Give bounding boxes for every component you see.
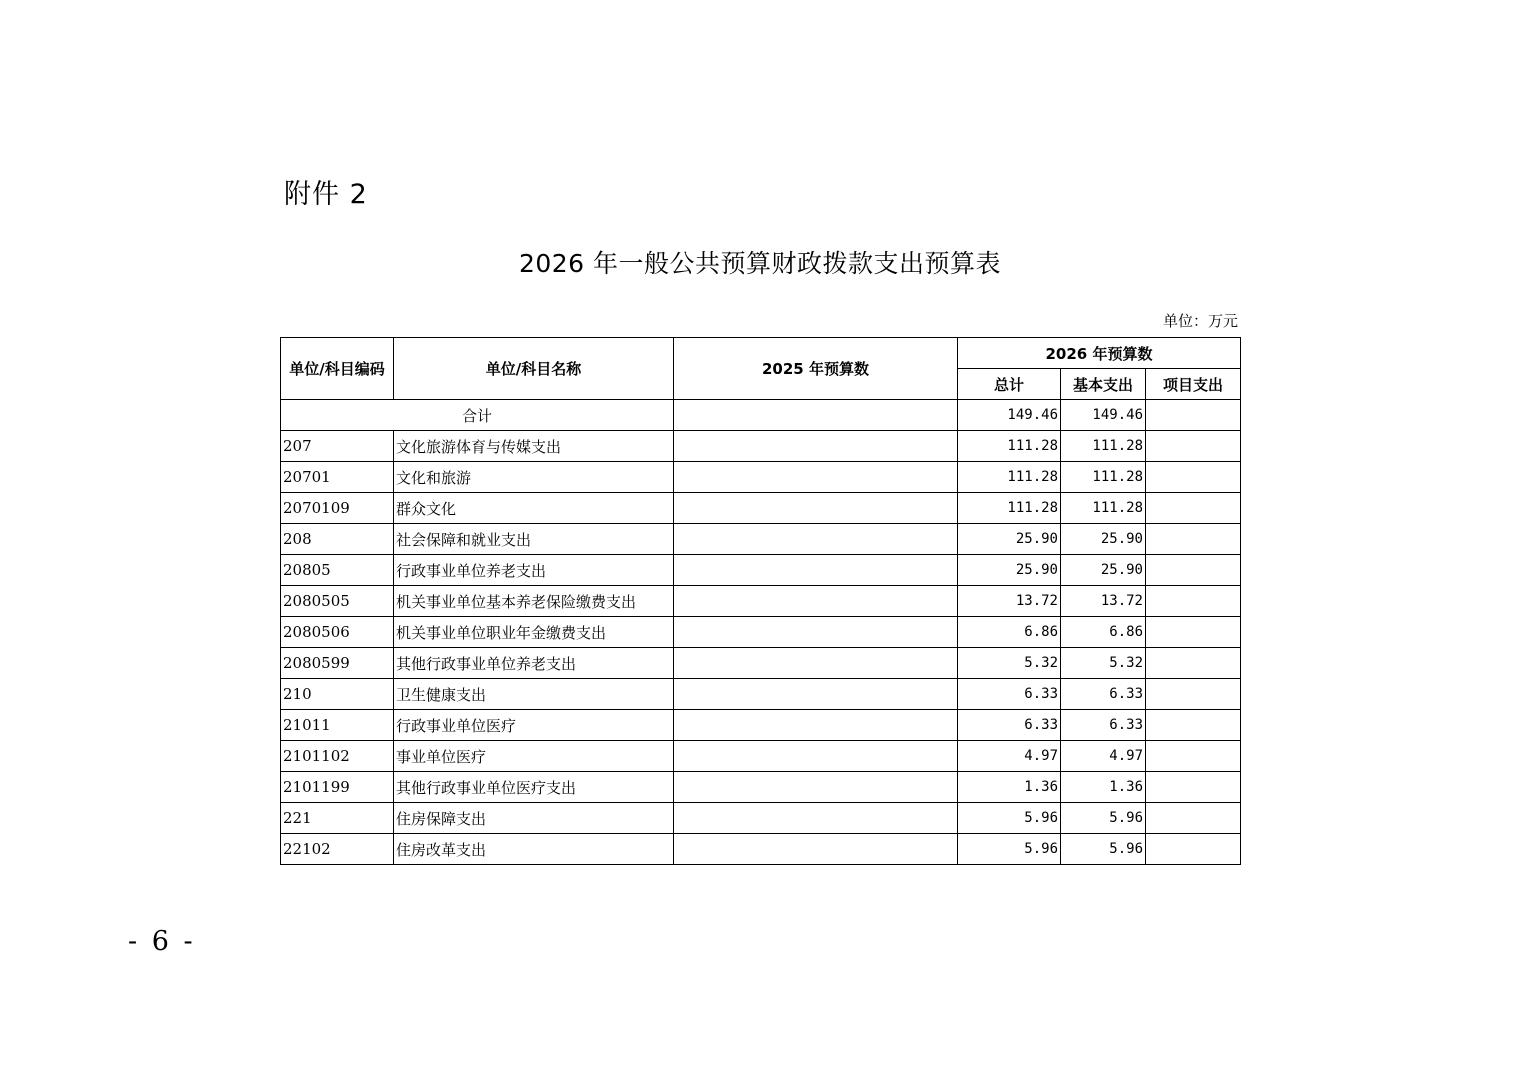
cell-prev-budget — [674, 679, 958, 710]
cell-total: 5.96 — [958, 803, 1061, 834]
cell-project — [1146, 741, 1241, 772]
cell-basic: 25.90 — [1061, 555, 1146, 586]
cell-basic: 5.96 — [1061, 834, 1146, 865]
table-row — [281, 710, 1241, 741]
cell-code: 2101199 — [281, 772, 394, 803]
cell-code: 2080599 — [281, 648, 394, 679]
cell-name: 其他行政事业单位养老支出 — [394, 648, 674, 679]
cell-name: 住房保障支出 — [394, 803, 674, 834]
cell-project — [1146, 493, 1241, 524]
cell-basic: 4.97 — [1061, 741, 1146, 772]
cell-total: 6.86 — [958, 617, 1061, 648]
cell-total: 4.97 — [958, 741, 1061, 772]
cell-prev-budget — [674, 462, 958, 493]
total-total: 149.46 — [958, 400, 1061, 431]
header-name: 单位/科目名称 — [394, 338, 674, 400]
cell-total: 5.96 — [958, 834, 1061, 865]
table-row — [281, 431, 1241, 462]
cell-code: 2070109 — [281, 493, 394, 524]
cell-basic: 111.28 — [1061, 493, 1146, 524]
unit-label: 单位：万元 — [1162, 312, 1238, 330]
cell-code: 208 — [281, 524, 394, 555]
table-body — [281, 400, 1241, 865]
cell-prev-budget — [674, 803, 958, 834]
cell-total: 25.90 — [958, 524, 1061, 555]
header-basic: 基本支出 — [1061, 369, 1146, 400]
cell-basic: 25.90 — [1061, 524, 1146, 555]
cell-code: 210 — [281, 679, 394, 710]
cell-project — [1146, 834, 1241, 865]
cell-code: 207 — [281, 431, 394, 462]
total-project — [1146, 400, 1241, 431]
cell-prev-budget — [674, 586, 958, 617]
cell-basic: 5.32 — [1061, 648, 1146, 679]
attachment-label: 附件 2 — [284, 179, 368, 210]
total-basic: 149.46 — [1061, 400, 1146, 431]
cell-prev-budget — [674, 555, 958, 586]
cell-name: 卫生健康支出 — [394, 679, 674, 710]
table-row — [281, 617, 1241, 648]
cell-prev-budget — [674, 648, 958, 679]
cell-code: 2080506 — [281, 617, 394, 648]
table-row — [281, 462, 1241, 493]
header-prev-budget: 2025 年预算数 — [674, 338, 958, 400]
header-row-1 — [281, 338, 1241, 369]
cell-project — [1146, 648, 1241, 679]
cell-code: 21011 — [281, 710, 394, 741]
table-header — [281, 338, 1241, 400]
cell-project — [1146, 710, 1241, 741]
cell-code: 20701 — [281, 462, 394, 493]
page-number: - 6 - — [128, 926, 196, 957]
cell-total: 6.33 — [958, 679, 1061, 710]
cell-name: 事业单位医疗 — [394, 741, 674, 772]
cell-basic: 13.72 — [1061, 586, 1146, 617]
table-row — [281, 741, 1241, 772]
cell-project — [1146, 679, 1241, 710]
table-row — [281, 555, 1241, 586]
cell-basic: 111.28 — [1061, 431, 1146, 462]
cell-total: 13.72 — [958, 586, 1061, 617]
cell-project — [1146, 586, 1241, 617]
cell-total: 111.28 — [958, 431, 1061, 462]
cell-prev-budget — [674, 741, 958, 772]
table-row — [281, 493, 1241, 524]
cell-basic: 6.33 — [1061, 679, 1146, 710]
header-code: 单位/科目编码 — [281, 338, 394, 400]
cell-total: 6.33 — [958, 710, 1061, 741]
document-title: 2026 年一般公共预算财政拨款支出预算表 — [518, 249, 1002, 278]
cell-basic: 6.86 — [1061, 617, 1146, 648]
cell-name: 文化和旅游 — [394, 462, 674, 493]
cell-project — [1146, 617, 1241, 648]
cell-prev-budget — [674, 493, 958, 524]
cell-name: 行政事业单位养老支出 — [394, 555, 674, 586]
cell-name: 机关事业单位基本养老保险缴费支出 — [394, 586, 674, 617]
cell-project — [1146, 462, 1241, 493]
cell-project — [1146, 431, 1241, 462]
cell-prev-budget — [674, 710, 958, 741]
table-row — [281, 648, 1241, 679]
cell-prev-budget — [674, 617, 958, 648]
total-row — [281, 400, 1241, 431]
cell-prev-budget — [674, 772, 958, 803]
cell-total: 5.32 — [958, 648, 1061, 679]
total-label: 合计 — [281, 400, 674, 431]
header-project: 项目支出 — [1146, 369, 1241, 400]
cell-name: 群众文化 — [394, 493, 674, 524]
cell-basic: 6.33 — [1061, 710, 1146, 741]
cell-prev-budget — [674, 834, 958, 865]
cell-prev-budget — [674, 431, 958, 462]
cell-name: 行政事业单位医疗 — [394, 710, 674, 741]
table-row — [281, 586, 1241, 617]
table-row — [281, 524, 1241, 555]
header-current-group: 2026 年预算数 — [958, 338, 1241, 369]
cell-basic: 111.28 — [1061, 462, 1146, 493]
cell-code: 22102 — [281, 834, 394, 865]
cell-total: 111.28 — [958, 462, 1061, 493]
cell-basic: 1.36 — [1061, 772, 1146, 803]
cell-code: 2101102 — [281, 741, 394, 772]
budget-table — [280, 337, 1241, 865]
cell-code: 221 — [281, 803, 394, 834]
cell-name: 文化旅游体育与传媒支出 — [394, 431, 674, 462]
cell-code: 20805 — [281, 555, 394, 586]
table-row — [281, 679, 1241, 710]
cell-name: 机关事业单位职业年金缴费支出 — [394, 617, 674, 648]
cell-total: 111.28 — [958, 493, 1061, 524]
cell-project — [1146, 524, 1241, 555]
table-row — [281, 834, 1241, 865]
table-row — [281, 803, 1241, 834]
cell-name: 住房改革支出 — [394, 834, 674, 865]
cell-total: 25.90 — [958, 555, 1061, 586]
cell-prev-budget — [674, 524, 958, 555]
header-total: 总计 — [958, 369, 1061, 400]
cell-basic: 5.96 — [1061, 803, 1146, 834]
cell-project — [1146, 772, 1241, 803]
cell-code: 2080505 — [281, 586, 394, 617]
cell-project — [1146, 803, 1241, 834]
cell-name: 其他行政事业单位医疗支出 — [394, 772, 674, 803]
cell-project — [1146, 555, 1241, 586]
table-row — [281, 772, 1241, 803]
total-prev-budget — [674, 400, 958, 431]
cell-total: 1.36 — [958, 772, 1061, 803]
cell-name: 社会保障和就业支出 — [394, 524, 674, 555]
